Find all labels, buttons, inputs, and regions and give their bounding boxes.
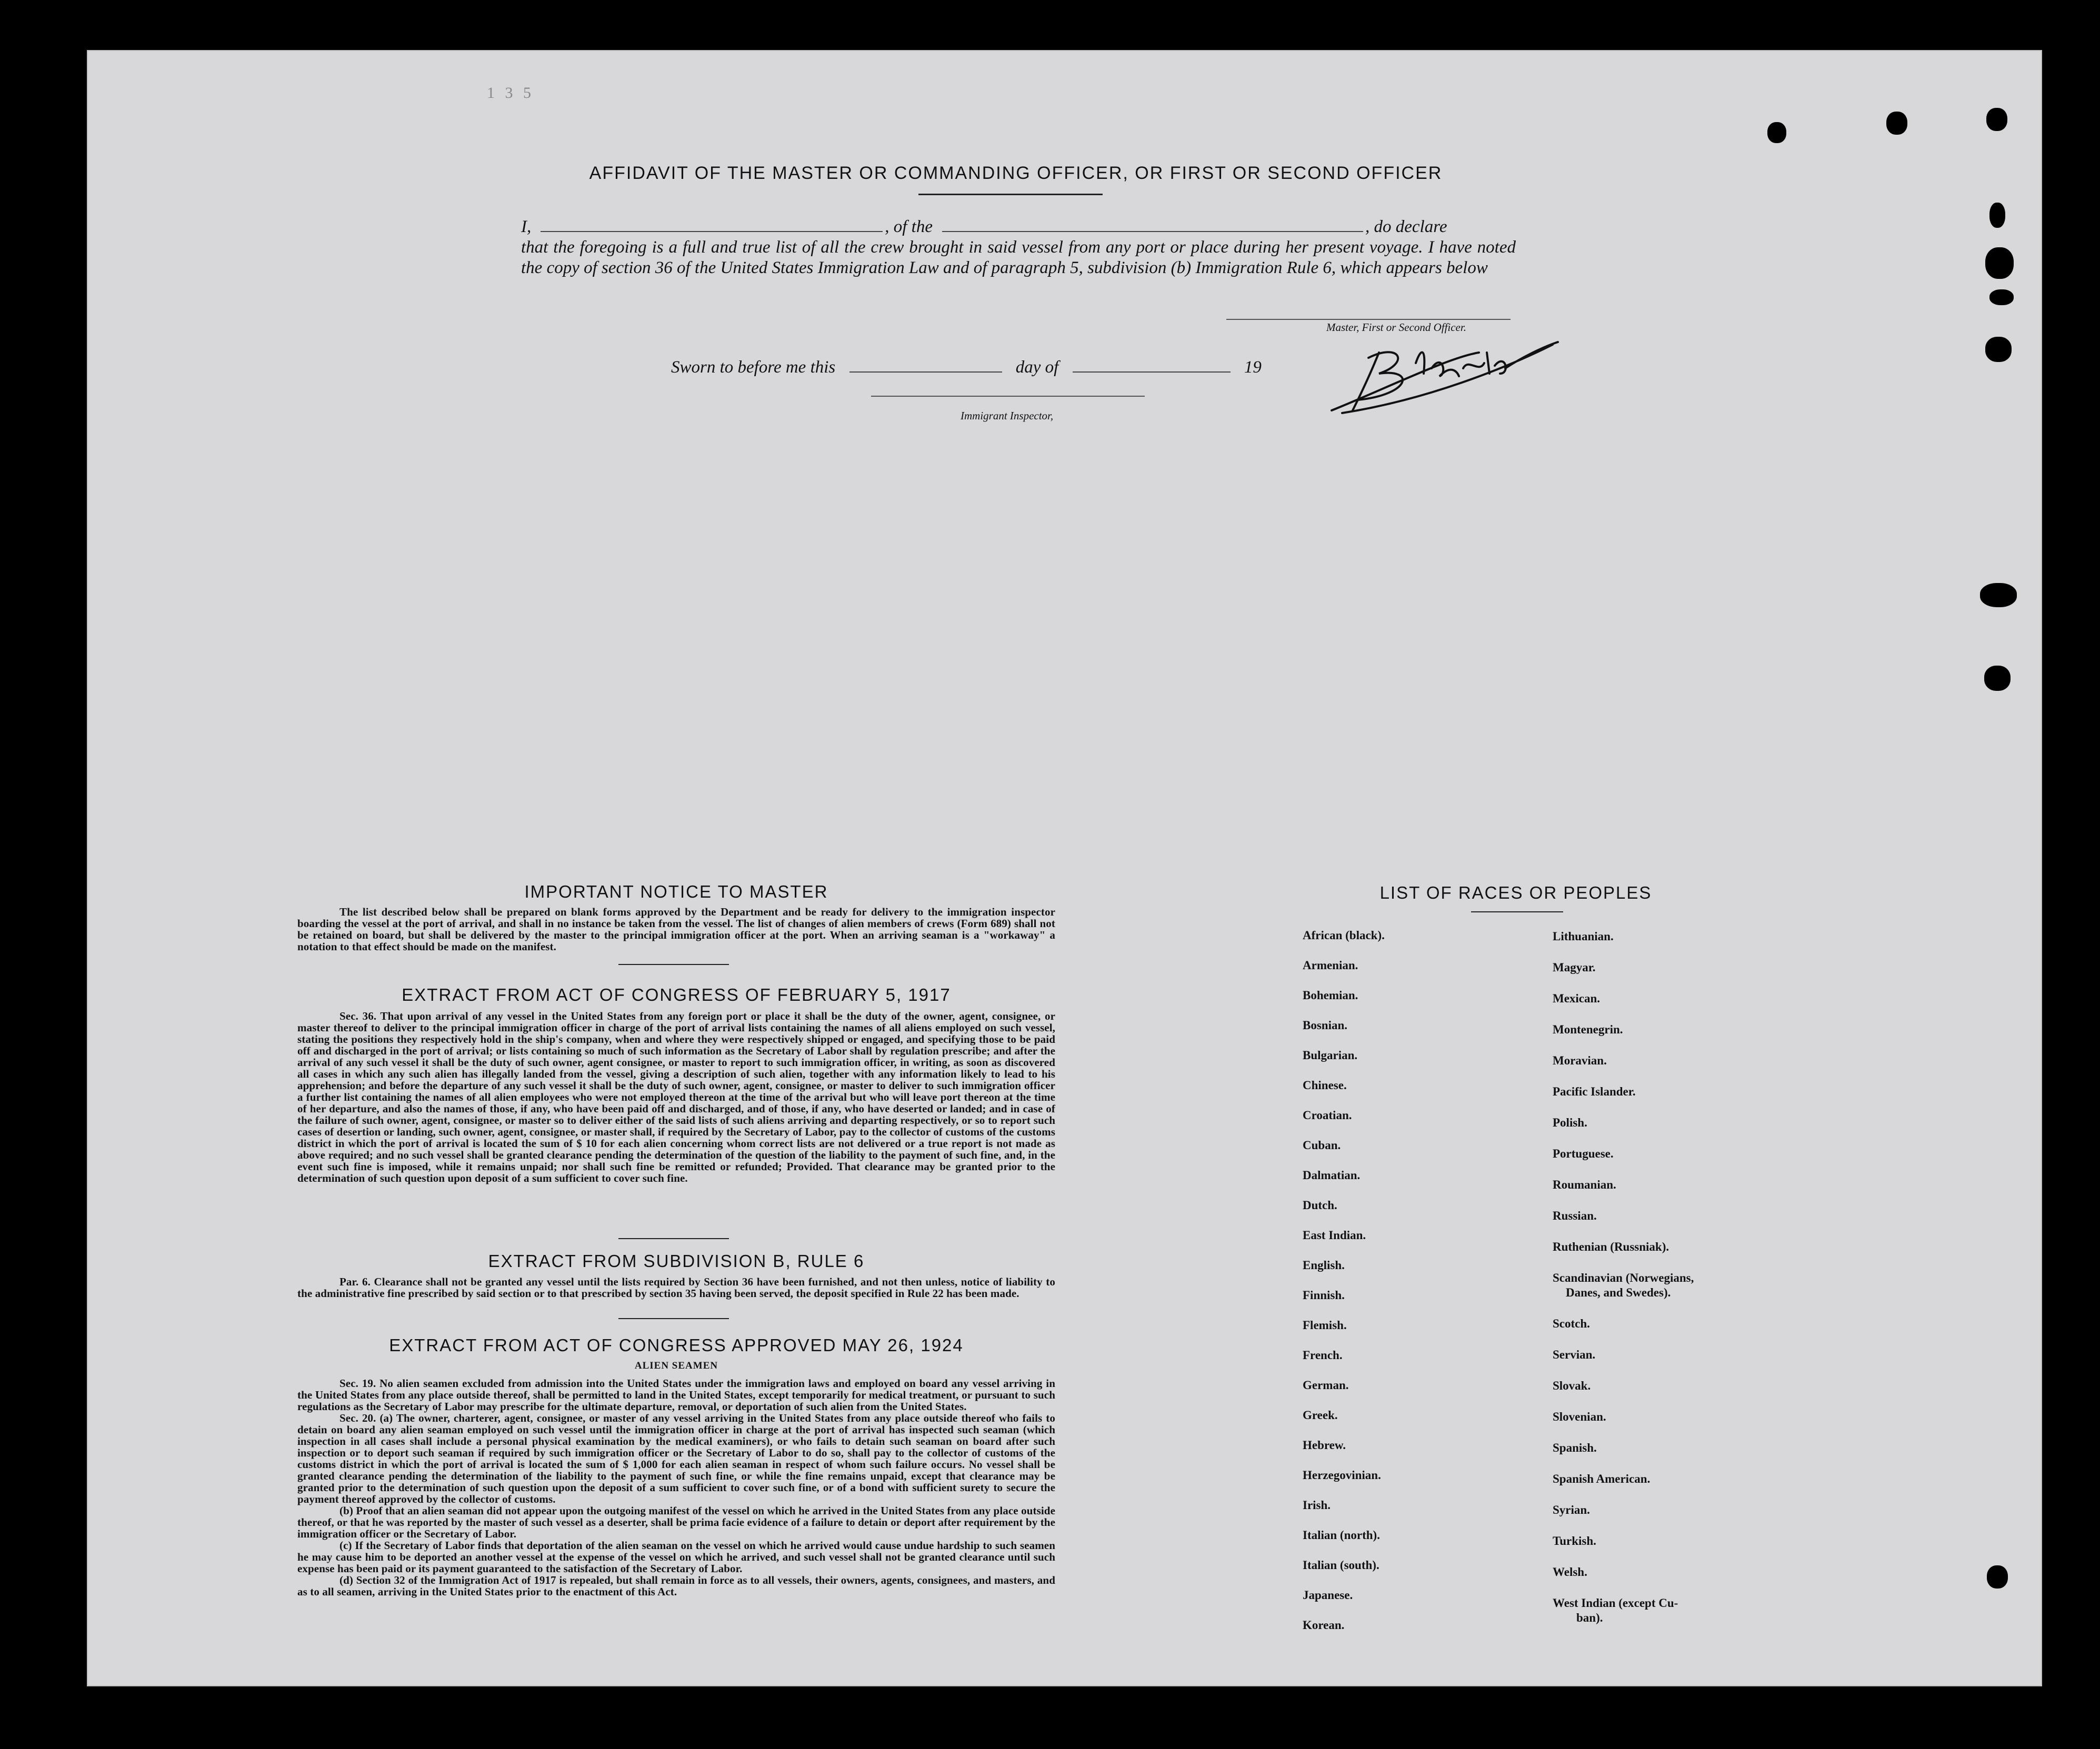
race-item: German. [1303, 1379, 1349, 1392]
race-item: Montenegrin. [1553, 1023, 1623, 1036]
affidavit-title: AFFIDAVIT OF THE MASTER OR COMMANDING OFFICER, OR FIRST OR SECOND OFFICER [589, 163, 1443, 183]
hole-punch [1886, 112, 1907, 135]
hole-punch [1767, 122, 1786, 143]
hole-punch [1985, 247, 2014, 279]
race-item: Portuguese. [1553, 1147, 1614, 1160]
section-20a-text: Sec. 20. (a) The owner, charterer, agent, consignee, or master of any vessel arriving in the United States from any place outside thereof who fails to detain on board any alien seaman employed on such vessel until the immigration officer in charge at the port of arrival has inspected such seaman (which inspection in all cases shall include a personal physical examination by the medical examiners), or who fails to detain such seaman on board after such inspection or to deport such seaman if required by such immigration officer or the Secretary of Labor to do so, shall pay to the collector of customs of the customs district in which the port of arrival is located the sum of $ 1,000 for each alien seaman in respect of whom such failure occurs. No vessel shall be granted clearance pending the determination of the liability to the payment of such fine, or while the fine remains unpaid, except that clearance may be granted prior to the determination of such question upon the deposit of a sum sufficient to cover such fine, or of a bond with sufficient surety to secure the payment thereof approved by the collector of customs. [297, 1412, 1055, 1505]
race-item: Scotch. [1553, 1317, 1590, 1330]
sworn-dayof: day of [1015, 358, 1059, 377]
race-item: Hebrew. [1303, 1439, 1346, 1452]
race-item: Moravian. [1553, 1054, 1607, 1067]
section-36-text: Sec. 36. That upon arrival of any vessel in the United States from any foreign port or place it shall be the duty of the owner, agent, consignee, or master thereof to deliver to the principal immigration officer in charge of the port of arrival lists containing the names of all aliens employed on such vessel, stating the positions they respectively hold in the ship's company, when and where they were respectively shipped or engaged, and specifying those to be paid off and discharged in the port of arrival; or lists containing so much of such information as the Secretary of Labor shall by regulation prescribe; and after the arrival of any such vessel it shall be the duty of such owner, agent consignee, or master to report to such immigration officer, in writing, as soon as discovered all cases in which any such alien has illegally landed from the vessel, giving a description of such alien, together with any information likely to lead to his apprehension; and before the departure of any such vessel it shall be the duty of such owner, agent, consignee, or master to deliver to such immigration officer a further list containing the names of all alien employees who were not employed thereon at the time of the arrival but who will leave port thereon at the time of her departure, and also the names of those, if any, who have been paid off and discharged, and of those, if any, who have deserted or landed; and in case of the failure of such owner, agent, consignee, or master so to deliver either of the said lists of such aliens arriving and departing respectively, or so to report such cases of desertion or landing, such owner, agent, consignee, or master shall, if required by the Secretary of Labor, pay to the collector of customs of the customs district in which the port of arrival is located the sum of $ 10 for each alien concerning whom correct lists are not delivered or a true report is not made as above required; and no such vessel shall be granted clearance pending the determination of the question of the liability to the payment of such fine, and, in the event such fine is imposed, while it remains unpaid; nor shall such fine be remitted or refunded; Provided. That clearance may be granted prior to the determination of such question upon deposit of a sum sufficient to cover such fine. [297, 1010, 1055, 1184]
sworn-text: Sworn to before me this [671, 358, 836, 377]
race-item-continued: Danes, and Swedes). [1566, 1286, 1671, 1299]
extract-rule6-body [297, 1276, 1055, 1299]
divider [618, 1318, 729, 1319]
title-divider [918, 194, 1103, 195]
hole-punch [1987, 1565, 2008, 1589]
sworn-year: 19 [1244, 358, 1262, 377]
hole-punch [1985, 337, 2012, 362]
race-item: Armenian. [1303, 959, 1358, 972]
name-blank[interactable] [541, 231, 883, 232]
race-item: Chinese. [1303, 1079, 1347, 1092]
divider [618, 1238, 729, 1239]
affidavit-i: I, [521, 217, 532, 236]
extract-1924-title: EXTRACT FROM ACT OF CONGRESS APPROVED MAY 26, 1924 [389, 1335, 964, 1355]
race-item: Slovenian. [1553, 1410, 1606, 1423]
race-item: Italian (south). [1303, 1559, 1379, 1572]
extract-1917-title: EXTRACT FROM ACT OF CONGRESS OF FEBRUARY 5, 1917 [402, 985, 951, 1004]
race-item: Mexican. [1553, 992, 1601, 1005]
race-item: Bosnian. [1303, 1019, 1348, 1032]
affidavit-statement: that the foregoing is a full and true list of all the crew brought in said vessel from any port or place during her present voyage. I have noted the copy of section 36 of the United States Immigration Law and of paragraph 5, subdivision (b) Immigration Rule 6, which appears below [521, 238, 1516, 277]
handwritten-signature [1321, 321, 1563, 421]
notice-paragraph: The list described below shall be prepared on blank forms approved by the Department and be ready for delivery to the immigration inspector boarding the vessel at the port of arrival, and shall in no instance be taken from the vessel. The list of changes of alien members of crews (Form 689) shall not be retained on board, but shall be delivered by the master to the principal immigration officer at the port. When an arriving seaman is a "workaway" a notation to that effect should be made on the manifest. [297, 906, 1055, 953]
hole-punch [1986, 108, 2007, 131]
divider [618, 964, 729, 965]
race-item: Cuban. [1303, 1139, 1341, 1152]
section-20b-text: (b) Proof that an alien seaman did not appear upon the outgoing manifest of the vessel on which he arrived in the United States from any place outside thereof, or that he was reported by the master of such vessel as a deserter, shall be prima facie evidence of a failure to detain or deport after requirement by the immigration officer or the Secretary of Labor. [297, 1504, 1055, 1540]
extract-1917-body [297, 1010, 1055, 1184]
race-item: Korean. [1303, 1619, 1345, 1632]
race-item: Polish. [1553, 1116, 1587, 1129]
race-item: East Indian. [1303, 1229, 1366, 1242]
race-item: Spanish. [1553, 1441, 1597, 1454]
race-item: Finnish. [1303, 1289, 1345, 1302]
extract-1924-body [297, 1378, 1055, 1597]
inspector-label: Immigrant Inspector, [961, 409, 1054, 422]
paragraph-6-text: Par. 6. Clearance shall not be granted any vessel until the lists required by Section 36 have been furnished, and not then unless, notice of liability to the administrative fine prescribed by said section or to that prescribed by section 35 having been served, the deposit specified in Rule 22 has been made. [297, 1275, 1055, 1300]
hole-punch [1980, 583, 2017, 607]
alien-seamen-subtitle: ALIEN SEAMEN [634, 1360, 718, 1371]
race-item: Japanese. [1303, 1589, 1353, 1602]
race-item: Scandinavian (Norwegians, [1553, 1271, 1694, 1284]
master-label: Master, First or Second Officer. [1326, 321, 1466, 334]
race-item: Dalmatian. [1303, 1169, 1361, 1182]
master-signature-line [1226, 319, 1511, 320]
section-19-text: Sec. 19. No alien seamen excluded from admission into the United States under the immigration laws and employed on board any vessel arriving in the United States from any place outside thereof, shall be permitted to land in the United States, except temporarily for medical treatment, or pursuant to such regulations as the Secretary of Labor may prescribe for the ultimate departure, removal, or deportation of such alien from the United States. [297, 1377, 1055, 1413]
race-item: English. [1303, 1259, 1345, 1272]
affidavit-of-the: , of the [885, 217, 933, 236]
race-item: French. [1303, 1349, 1343, 1362]
notice-title: IMPORTANT NOTICE TO MASTER [524, 882, 828, 901]
race-item: Pacific Islander. [1553, 1085, 1636, 1098]
race-item: Turkish. [1553, 1534, 1596, 1547]
sworn-line [671, 358, 1262, 377]
page-number: 1 3 5 [487, 84, 534, 102]
race-item: Syrian. [1553, 1503, 1590, 1516]
sworn-day-blank[interactable] [849, 371, 1002, 373]
race-item: Dutch. [1303, 1199, 1337, 1212]
extract-rule6-title: EXTRACT FROM SUBDIVISION B, RULE 6 [488, 1251, 865, 1271]
affidavit-declare: , do declare [1365, 217, 1447, 236]
race-item-continued: ban). [1576, 1611, 1603, 1624]
race-item: Roumanian. [1553, 1178, 1616, 1191]
race-item: Servian. [1553, 1348, 1596, 1361]
sworn-month-blank[interactable] [1073, 371, 1231, 373]
race-item: Bulgarian. [1303, 1049, 1358, 1062]
section-20d-text: (d) Section 32 of the Immigration Act of 1917 is repealed, but shall remain in force as to all vessels, their owners, agents, consignees, and masters, and as to all seamen, arriving in the United States prior to the enactment of this Act. [297, 1574, 1055, 1598]
hole-punch [1989, 203, 2005, 228]
races-title: LIST OF RACES OR PEOPLES [1379, 883, 1652, 902]
race-item: Welsh. [1553, 1565, 1587, 1579]
race-item: Bohemian. [1303, 989, 1358, 1002]
race-item: Spanish American. [1553, 1472, 1651, 1485]
inspector-signature-line [871, 396, 1145, 397]
vessel-blank[interactable] [942, 231, 1363, 232]
race-item: Herzegovinian. [1303, 1469, 1381, 1482]
race-item: Flemish. [1303, 1319, 1347, 1332]
race-item: Slovak. [1553, 1379, 1591, 1392]
race-item: African (black). [1303, 929, 1385, 942]
affidavit-body [521, 217, 1516, 278]
race-item: Croatian. [1303, 1109, 1352, 1122]
divider [1471, 911, 1563, 912]
race-item: West Indian (except Cu- [1553, 1596, 1678, 1610]
hole-punch [1989, 289, 2014, 305]
race-item: Magyar. [1553, 961, 1596, 974]
hole-punch [1984, 666, 2011, 691]
race-item: Ruthenian (Russniak). [1553, 1240, 1669, 1253]
race-item: Italian (north). [1303, 1529, 1380, 1542]
race-item: Irish. [1303, 1499, 1331, 1512]
race-item: Lithuanian. [1553, 930, 1614, 943]
race-item: Russian. [1553, 1209, 1597, 1222]
race-item: Greek. [1303, 1409, 1338, 1422]
notice-body [297, 906, 1055, 952]
section-20c-text: (c) If the Secretary of Labor finds that deportation of the alien seaman on the vessel on which he arrived would cause undue hardship to such seamen he may cause him to be deported an another vessel at the expense of the vessel on which he arrived, and such vessel shall not be granted clearance until such expense has been paid or its payment guaranteed to the satisfaction of the Secretary of Labor. [297, 1539, 1055, 1575]
